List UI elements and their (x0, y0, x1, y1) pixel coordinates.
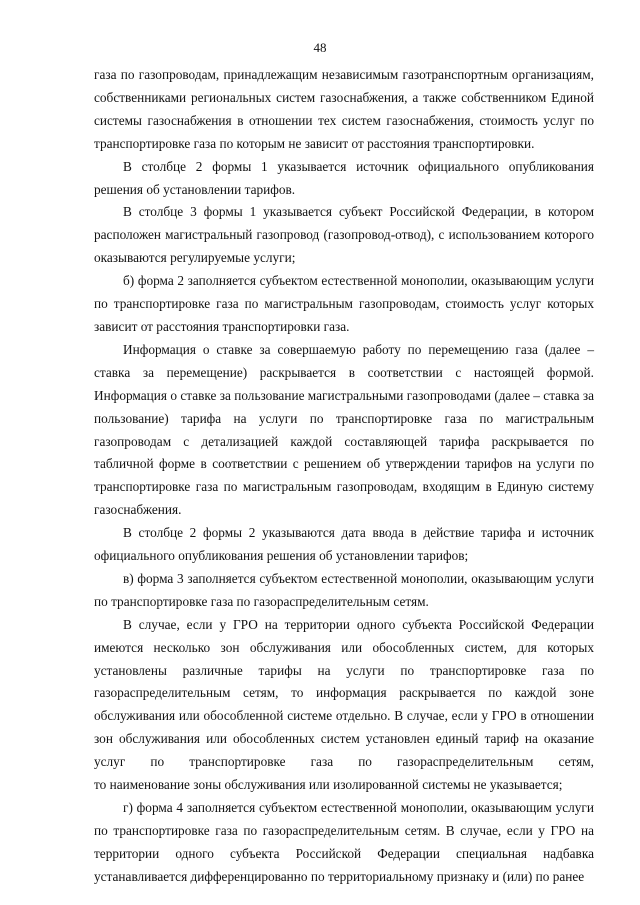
paragraph-10: г) форма 4 заполняется субъектом естественной монополии, оказывающим услуги по транспортировке газа по газораспределительным сетям. В случае, если у ГРО на территории одного субъекта Российской Федерации специальная надбавка устанавливается дифференцированно по территориальному признаку и (или) по ранее (94, 800, 594, 884)
paragraph-7: в) форма 3 заполняется субъектом естественной монополии, оказывающим услуги по транспортировке газа по газораспределительным сетям. (94, 570, 594, 609)
paragraph-2: В столбце 2 формы 1 указывается источник официального опубликования решения об установлении тарифов. (94, 158, 594, 197)
paragraph-5: Информация о ставке за совершаемую работу по перемещению газа (далее – ставка за перемещение) раскрывается в соответствии с настоящей формой. Информация о ставке за пользование магистральными газопроводами (далее – ставка за пользование) тарифа на услуги по транспортировке газа по магистральным газопроводам с детализацией каждой составляющей тарифа раскрывается по табличной форме в соответствии с решением об утверждении тарифов на услуги по транспортировке газа по магистральным газопроводам, входящим в Единую систему газоснабжения. (94, 341, 594, 518)
paragraph-9: то наименование зоны обслуживания или изолированной системы не указывается; (94, 777, 563, 793)
paragraph-1: газа по газопроводам, принадлежащим независимым газотранспортным организациям, собственниками региональных систем газоснабжения, а также собственником Единой системы газоснабжения в отношении тех систем газоснабжения, стоимость услуг по транспортировке газа по которым не зависит от расстояния транспортировки. (94, 67, 594, 151)
page-number: 48 (313, 40, 327, 55)
paragraph-8: В случае, если у ГРО на территории одного субъекта Российской Федерации имеются несколько зон обслуживания или обособленных систем, для которых установлены различные тарифы на услуги по транспортировке газа по газораспределительным сетям, то информация раскрывается по каждой зоне обслуживания или обособленной системе отдельно. В случае, если у ГРО в отношении зон обслуживания или обособленных систем установлен единый тариф на оказание услуг по транспортировке газа по газораспределительным сетям, (94, 616, 594, 770)
document-body (94, 64, 594, 889)
paragraph-3: В столбце 3 формы 1 указывается субъект Российской Федерации, в котором расположен магистральный газопровод (газопровод-отвод), с использованием которого оказываются регулируемые услуги; (94, 204, 594, 266)
paragraph-4: б) форма 2 заполняется субъектом естественной монополии, оказывающим услуги по транспортировке газа по магистральным газопроводам, стоимость услуг которых зависит от расстояния транспортировки газа. (94, 273, 594, 334)
paragraph-6: В столбце 2 формы 2 указываются дата ввода в действие тарифа и источник официального опубликования решения об установлении тарифов; (94, 525, 594, 564)
